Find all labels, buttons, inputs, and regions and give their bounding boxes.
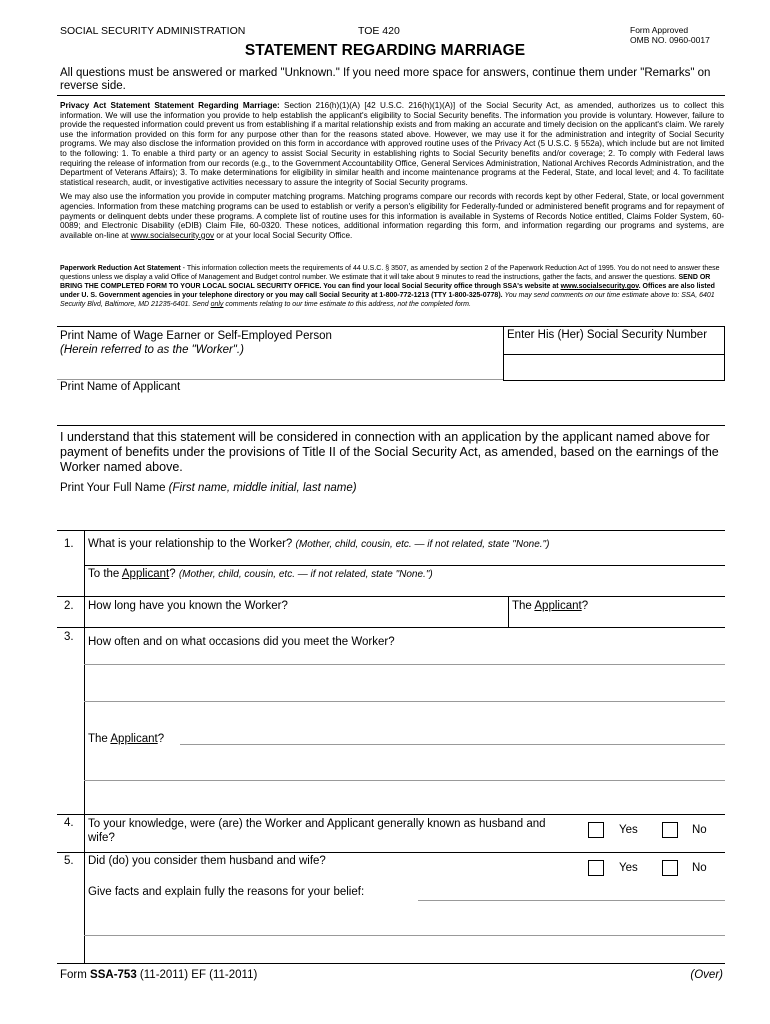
agency-name: SOCIAL SECURITY ADMINISTRATION	[60, 25, 246, 37]
q5-answer-line[interactable]	[418, 900, 725, 901]
form-revision: (11-2011) EF (11-2011)	[139, 969, 258, 981]
form-code: TOE 420	[358, 25, 400, 37]
instructions-text: All questions must be answered or marked "Unknown." If you need more space for answers, continue them under "Remarks" on reverse side.	[60, 67, 711, 92]
privacy-para2: We may also use the information you provide in computer matching programs. Matching programs compare our records with records kept by other Federal, State, or local government agencies. Information from these matching programs can be used to establish or verify a person's eligibility for Federally-funded or administered benefit programs and for repayment of payments or delinquent debts under these programs. A complete list of routine uses for this information is available in Systems of Records Notice entitled, Claims Folder System, 60-0089; and Electronic Disability (eDIB) Claim File, 60-0320. These notices, additional information regarding this form, and information regarding our programs and systems, are available on-line at	[60, 192, 724, 240]
q1-text	[88, 538, 549, 550]
q3-text: How often and on what occasions did you meet the Worker?	[88, 636, 395, 648]
number-column-divider	[84, 530, 85, 963]
paperwork-text: - This information collection meets the requirements of 44 U.S.C. § 3507, as amended by section 2 of the Paperwork Reduction Act of 1995. You do not need to answer these questions unless we display a valid Office of Management and Budget control number. We estimate that it will take about 9 minutes to read the instructions, gather the facts, and answer the questions.	[60, 265, 720, 281]
ssa-link[interactable]: www.socialsecurity.gov	[130, 230, 215, 240]
privacy-act-statement	[60, 101, 724, 240]
paperwork-italic-end: comments relating to our time estimate to this address, not the completed form.	[225, 301, 471, 308]
q2b-text	[512, 600, 588, 612]
form-number	[60, 969, 257, 981]
paperwork-bold1: SEND OR BRING THE COMPLETED FORM TO YOUR LOCAL SOCIAL SECURITY OFFICE. You can find your local Social Security office through SSA's website at	[60, 274, 711, 290]
q2-answer-line[interactable]	[57, 627, 725, 628]
q5-yes-label: Yes	[619, 862, 638, 874]
q1-hint: (Mother, child, cousin, etc. — if not related, state "None.")	[295, 539, 550, 550]
q4-no-label: No	[692, 824, 707, 836]
omb-number: OMB NO. 0960-0017	[630, 35, 710, 45]
q4-yes-label: Yes	[619, 824, 638, 836]
paperwork-bold2: . Offices are also listed under U. S. Government agencies in your telephone directory or you may call Social Security at 1-800-772-1213 (TTY 1-800-325-0778).	[60, 283, 715, 299]
q5-text: Did (do) you consider them husband and wife?	[88, 855, 326, 867]
wage-earner-label	[60, 329, 332, 357]
q4-text: To your knowledge, were (are) the Worker and Applicant generally known as husband and wife?	[88, 818, 546, 844]
divider	[57, 95, 725, 96]
form-id: SSA-753	[90, 969, 137, 981]
q2-divider	[508, 596, 509, 627]
applicant-label: Print Name of Applicant	[60, 381, 181, 393]
q1b-text	[88, 568, 433, 580]
q4-no-checkbox[interactable]	[662, 822, 678, 838]
page-title: STATEMENT REGARDING MARRIAGE	[244, 42, 526, 59]
q5-number: 5.	[64, 855, 74, 867]
applicant-name-line[interactable]	[57, 425, 725, 426]
q3-number: 3.	[64, 631, 74, 643]
wage-earner-title: Print Name of Wage Earner or Self-Employed Person	[60, 330, 332, 342]
q4-yes-checkbox[interactable]	[588, 822, 604, 838]
q1-answer-line[interactable]	[84, 565, 725, 566]
qmark: ?	[169, 568, 176, 580]
q1b-hint: (Mother, child, cousin, etc. — if not related, state "None.")	[178, 569, 433, 580]
q1b-answer-line[interactable]	[57, 596, 725, 597]
privacy-subheading: Statement Regarding Marriage:	[154, 101, 280, 110]
q3b-answer-line[interactable]	[84, 780, 725, 781]
form-prefix: Form	[60, 969, 87, 981]
qmark: ?	[581, 600, 589, 612]
q2-text: How long have you known the Worker?	[88, 600, 288, 612]
q2-number: 2.	[64, 600, 74, 612]
ssn-divider	[503, 354, 725, 355]
q5-no-label: No	[692, 862, 707, 874]
full-name-hint: (First name, middle initial, last name)	[168, 482, 357, 494]
ssn-label: Enter His (Her) Social Security Number	[507, 329, 708, 341]
paperwork-heading: Paperwork Reduction Act Statement	[60, 265, 181, 272]
q2b-prefix: The	[512, 600, 532, 612]
q1b-prefix: To the	[88, 568, 120, 580]
paperwork-italic: You may send comments on our time estimate above to: SSA, 6401 Security Blvd, Baltimore, MD 21235-6401. Send	[60, 292, 715, 308]
applicant-word: Applicant	[534, 600, 582, 612]
qmark: ?	[157, 733, 165, 745]
q5b-text: Give facts and explain fully the reasons for your belief:	[88, 886, 365, 898]
q5-yes-checkbox[interactable]	[588, 860, 604, 876]
applicant-word: Applicant	[121, 568, 170, 580]
q4-number: 4.	[64, 817, 74, 829]
privacy-heading: Privacy Act Statement	[60, 101, 151, 110]
q1-question: What is your relationship to the Worker?	[88, 538, 293, 550]
understand-statement: I understand that this statement will be considered in connection with an application by the applicant named above for payment of benefits under the provisions of Title II of the Social Security Act, as amended, based on the earnings of the Worker named above.	[60, 430, 719, 474]
q3-end-line	[57, 814, 725, 815]
privacy-para2-end: or at your local Social Security Office.	[216, 230, 353, 240]
full-name-label	[60, 482, 357, 494]
q3b-prefix: The	[88, 733, 108, 745]
over-note: (Over)	[690, 969, 723, 981]
paperwork-italic-only: only	[210, 301, 224, 308]
approved-label: Form Approved	[630, 25, 689, 35]
applicant-word: Applicant	[110, 733, 158, 745]
paperwork-statement	[60, 264, 724, 309]
paperwork-link[interactable]: www.socialsecurity.gov	[560, 283, 639, 290]
wage-earner-subtitle: (Herein referred to as the "Worker".)	[60, 344, 244, 356]
q1-number: 1.	[64, 538, 74, 550]
q4-end-line	[57, 852, 725, 853]
q5-no-checkbox[interactable]	[662, 860, 678, 876]
full-name-title: Print Your Full Name	[60, 482, 166, 494]
q5-answer-line[interactable]	[84, 935, 725, 936]
q3-answer-line[interactable]	[84, 664, 725, 665]
q5-end-line	[57, 963, 725, 964]
q3b-answer-line[interactable]	[180, 744, 725, 745]
divider	[57, 379, 503, 380]
full-name-line[interactable]	[57, 530, 725, 531]
q3-answer-line[interactable]	[84, 701, 725, 702]
q3b-text	[88, 733, 164, 745]
privacy-para1: Section 216(h)(1)(A) [42 U.S.C. 216(h)(1)(A)] of the Social Security Act, as amended, authorizes us to collect this information. We will use the information you provide to help establish the applicant's eligibility to Social Security benefits. The information you provide is voluntary. However, failure to provide the requested information could prevent us from establishing if a marital relationship exists and from making an accurate and timely decision on the applicant's claim. We rarely use the information provided on this form for any purpose other than for the reasons stated above. However, we may use it for the administration and integrity of Social Security programs. We may also disclose the information provided on this form in accordance with approved routine uses of the Privacy Act (5 U.S.C. § 552a), which include but are not limited to the following: 1. To enable a third party or an agency to assist Social Security in establishing rights to Social Security benefits and/or coverage; 2. To comply with Federal laws requiring the release of information from our records (e.g., to the Government Accountability Office, General Services Administration, National Archives Records Administration, and the Department of Veterans Affairs); 3. To make determinations for eligibility in similar health and income maintenance programs at the Federal, State, and local level; and 4. To facilitate statistical research, audit, or investigative activities necessary to assure the integrity of Social Security programs.	[60, 101, 725, 187]
